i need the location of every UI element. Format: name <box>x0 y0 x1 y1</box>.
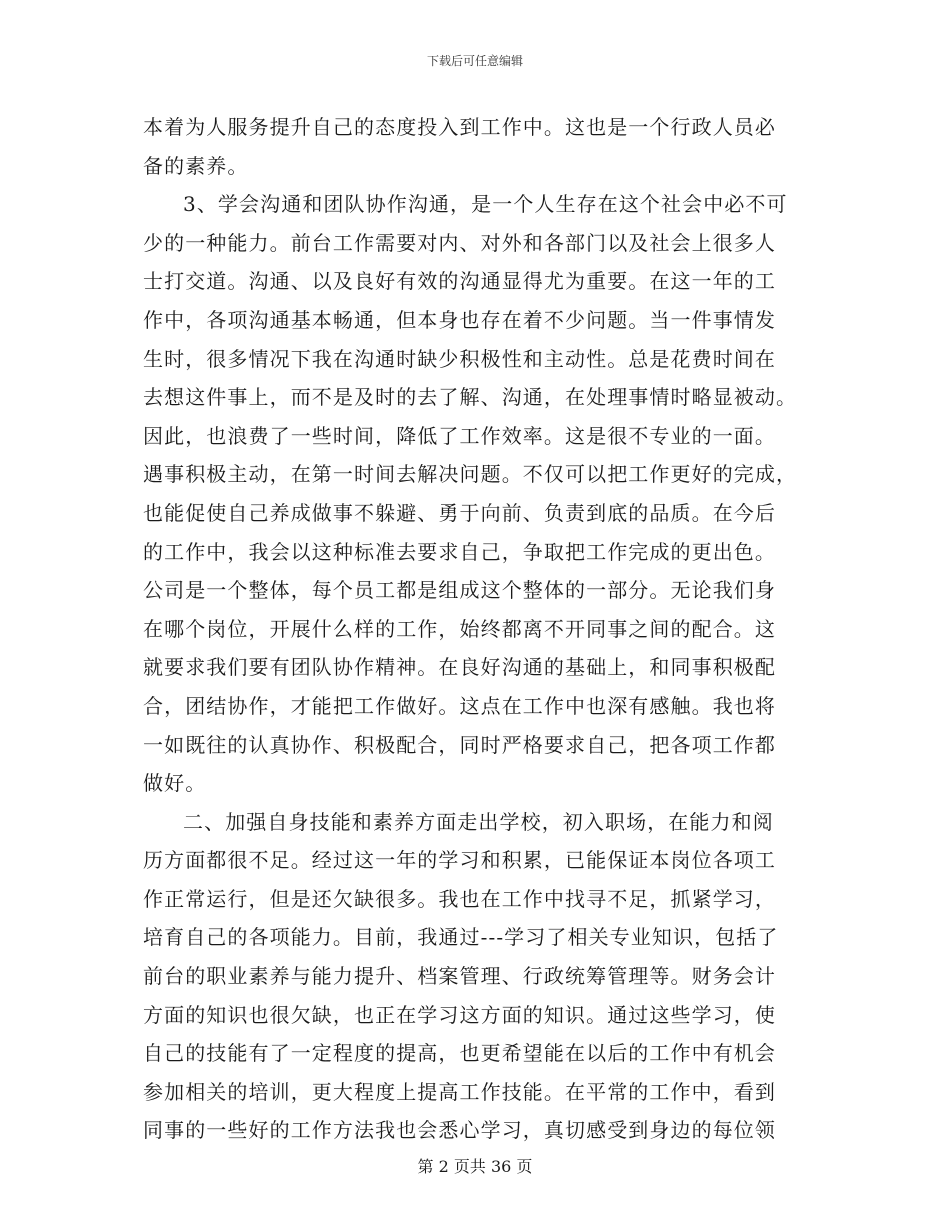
text-line: 的工作中，我会以这种标准去要求自己，争取把工作完成的更出色。 <box>143 539 776 564</box>
text-line: 前台的职业素养与能力提升、档案管理、行政统筹管理等。财务会计 <box>143 964 776 989</box>
text-line: 遇事积极主动，在第一时间去解决问题。不仅可以把工作更好的完成， <box>143 462 798 487</box>
text-line: 一如既往的认真协作、积极配合，同时严格要求自己，把各项工作都 <box>143 732 776 757</box>
page-header: 下载后可任意编辑 <box>426 54 523 68</box>
text-line: 作中，各项沟通基本畅通，但本身也存在着不少问题。当一件事情发 <box>143 307 776 332</box>
text-line: 因此，也浪费了一些时间，降低了工作效率。这是很不专业的一面。 <box>143 423 776 448</box>
text-line: 合，团结协作，才能把工作做好。这点在工作中也深有感触。我也将 <box>143 693 776 718</box>
page-footer: 第 2 页共 36 页 <box>417 1157 533 1176</box>
text-line: 作正常运行，但是还欠缺很多。我也在工作中找寻不足，抓紧学习， <box>143 886 776 911</box>
text-line: 历方面都很不足。经过这一年的学习和积累，已能保证本岗位各项工 <box>143 848 776 873</box>
text-line: 少的一种能力。前台工作需要对内、对外和各部门以及社会上很多人 <box>143 230 776 255</box>
document-body <box>143 108 809 1150</box>
text-line: 公司是一个整体，每个员工都是组成这个整体的一部分。无论我们身 <box>143 578 776 603</box>
text-line: 本着为人服务提升自己的态度投入到工作中。这也是一个行政人员必 <box>143 115 776 139</box>
text-line: 培育自己的各项能力。目前，我通过---学习了相关专业知识，包括了 <box>143 925 779 950</box>
text-line: 自己的技能有了一定程度的提高，也更希望能在以后的工作中有机会 <box>143 1041 776 1066</box>
text-line: 同事的一些好的工作方法我也会悉心学习，真切感受到身边的每位领 <box>143 1118 776 1143</box>
text-line: 做好。 <box>143 771 207 796</box>
text-line: 二、加强自身技能和素养方面走出学校，初入职场，在能力和阅 <box>183 809 774 834</box>
text-line: 在哪个岗位，开展什么样的工作，始终都离不开同事之间的配合。这 <box>143 616 776 641</box>
text-line: 3、学会沟通和团队协作沟通，是一个人生存在这个社会中必不可 <box>183 192 788 217</box>
text-line: 备的素养。 <box>143 153 249 178</box>
text-line: 方面的知识也很欠缺，也正在学习这方面的知识。通过这些学习，使 <box>143 1002 776 1027</box>
text-line: 生时，很多情况下我在沟通时缺少积极性和主动性。总是花费时间在 <box>143 346 776 371</box>
text-line: 参加相关的培训，更大程度上提高工作技能。在平常的工作中，看到 <box>143 1079 776 1104</box>
text-line: 士打交道。沟通、以及良好有效的沟通显得尤为重要。在这一年的工 <box>143 269 776 294</box>
text-line: 去想这件事上，而不是及时的去了解、沟通，在处理事情时略显被动。 <box>143 385 798 410</box>
text-line: 也能促使自己养成做事不躲避、勇于向前、负责到底的品质。在今后 <box>143 500 776 525</box>
text-line: 就要求我们要有团队协作精神。在良好沟通的基础上，和同事积极配 <box>143 655 776 680</box>
